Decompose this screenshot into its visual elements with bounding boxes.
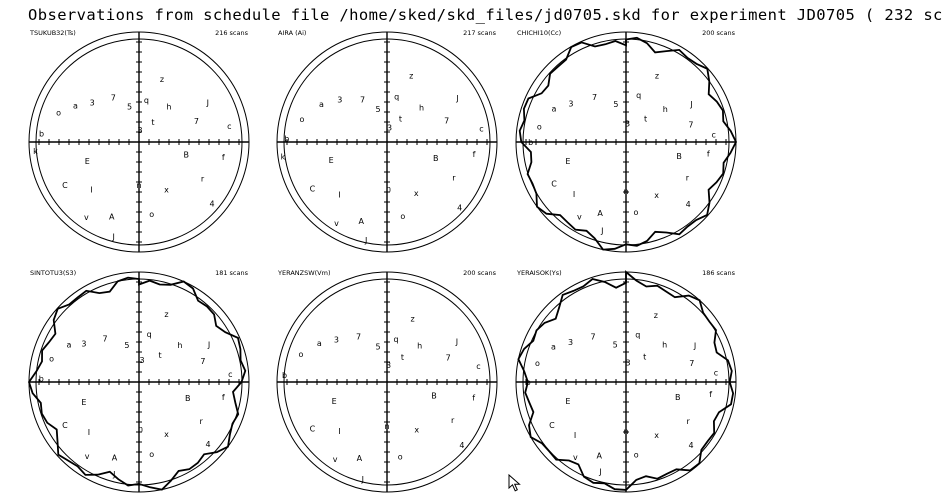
skyplot-5 (277, 269, 497, 492)
observation-point: 3 (625, 358, 631, 368)
mouse-pointer-icon (508, 474, 522, 492)
observation-point: r (686, 416, 690, 426)
observation-point: c (711, 130, 716, 140)
observation-point: B (674, 392, 681, 402)
observation-point: t (398, 114, 402, 124)
station-label: YERANZSW(Vm) (278, 269, 331, 277)
observation-point: E (565, 396, 571, 406)
observation-point: 5 (124, 340, 130, 350)
observation-point: 4 (688, 440, 694, 450)
observation-point: 7 (193, 117, 199, 127)
observation-point: f (472, 150, 476, 160)
observation-point: z (409, 71, 414, 81)
scan-count: 200 scans (702, 29, 735, 37)
observation-point: 4 (205, 440, 211, 450)
observation-point: C (551, 179, 557, 189)
observation-point: J (112, 232, 115, 242)
observation-point: o (149, 210, 155, 220)
observation-point: z (164, 310, 169, 319)
observation-point: r (199, 416, 203, 426)
observation-point: a (316, 338, 322, 348)
observation-point: B (183, 150, 189, 160)
observation-point: J (361, 475, 364, 485)
station-label: TSUKUB32(Ts) (30, 29, 76, 37)
observation-point: q (394, 92, 400, 102)
observation-point: c (713, 368, 719, 378)
observation-point: 5 (613, 100, 619, 110)
observation-point: 4 (209, 199, 215, 209)
observation-point: 7 (445, 353, 451, 363)
observation-point: B (431, 391, 437, 401)
observation-point: A (109, 212, 115, 222)
observation-point: z (410, 314, 415, 324)
observation-point: E (84, 156, 90, 166)
observation-point: c (476, 361, 481, 371)
observation-point: o (397, 452, 403, 462)
observation-point: a (318, 100, 324, 110)
observation-point: t (400, 353, 405, 363)
observation-point: 5 (375, 342, 381, 352)
observation-point: h (662, 340, 668, 350)
observation-point: 3 (337, 95, 343, 105)
observation-point: 3 (568, 99, 574, 109)
observation-point: b (284, 134, 290, 144)
observation-point: J (456, 94, 459, 103)
observation-point: I (573, 430, 577, 440)
observation-point: x (164, 185, 169, 195)
observation-point: 5 (126, 102, 133, 112)
observation-point: A (597, 209, 603, 219)
observation-point: h (417, 341, 423, 351)
observation-point: J (693, 341, 697, 351)
observation-point: 3 (333, 335, 339, 345)
observation-point: r (200, 174, 205, 184)
scan-count: 181 scans (215, 269, 248, 277)
observation-point: I (338, 427, 341, 437)
observation-point: h (177, 341, 183, 351)
observation-point: I (90, 185, 93, 195)
observation-point: E (331, 397, 337, 407)
page-title: Observations from schedule file /home/sked/skd_files/jd0705.skd for experiment JD0705 ( 232 sc (28, 6, 943, 24)
observation-point: C (309, 184, 316, 194)
observation-point: 7 (444, 116, 450, 126)
observation-point: B (676, 152, 682, 162)
observation-point: J (206, 98, 209, 108)
observation-point: a (73, 101, 78, 111)
observation-point: f (706, 149, 710, 159)
observation-point: 3 (385, 361, 392, 370)
observation-point: 7 (360, 95, 366, 105)
horizon-mask (29, 278, 245, 490)
observation-point: 7 (689, 359, 695, 369)
observation-point: 7 (688, 120, 694, 130)
observation-point: z (654, 71, 660, 81)
observation-point: o (149, 450, 155, 460)
observation-point: A (596, 451, 602, 461)
observation-point: 3 (625, 119, 631, 129)
observation-point: 3 (139, 356, 145, 366)
observation-point: 7 (110, 93, 116, 103)
observation-point: 7 (355, 332, 362, 342)
observation-point: v (573, 453, 578, 462)
observation-point: 3 (89, 98, 95, 108)
skyplot-2 (277, 29, 497, 252)
observation-point: o (400, 212, 406, 222)
observation-point: E (565, 156, 571, 166)
observation-point: J (455, 337, 459, 347)
observation-point: A (358, 217, 365, 226)
observation-point: b (39, 129, 45, 139)
skyplot-3 (516, 29, 736, 252)
observation-point: B (433, 153, 439, 163)
observation-point: 3 (137, 125, 143, 135)
observation-point: A (356, 453, 363, 463)
observation-point: q (635, 330, 641, 340)
observation-point: J (601, 226, 604, 236)
observation-point: 4 (457, 203, 463, 213)
observation-point: x (654, 430, 659, 440)
observation-point: x (414, 425, 420, 435)
observation-point: z (159, 74, 165, 84)
observation-point: b (525, 378, 531, 387)
observation-point: q (143, 95, 149, 105)
observation-point: v (334, 218, 339, 228)
observation-point: 7 (102, 334, 108, 344)
observation-point: 7 (590, 332, 596, 342)
observation-point: o (56, 108, 62, 118)
observation-point: v (577, 212, 582, 222)
observation-point: h (662, 105, 668, 114)
observation-point: t (643, 352, 647, 362)
observation-point: f (221, 152, 225, 162)
observation-point: C (62, 180, 68, 190)
observation-point: 3 (386, 123, 393, 133)
observation-point: f (221, 392, 225, 402)
observation-point: I (338, 190, 341, 200)
observation-point: z (653, 311, 658, 320)
observation-point: C (309, 424, 316, 434)
observation-point: r (452, 173, 456, 183)
observation-point: E (81, 398, 87, 408)
observation-point: q (636, 90, 642, 100)
observation-point: 3 (568, 337, 574, 347)
observation-point: n (623, 426, 629, 436)
observation-point: 7 (200, 357, 206, 367)
observation-point: n (138, 424, 144, 434)
observation-point: J (599, 467, 602, 477)
observation-point: o (633, 208, 639, 218)
skyplot-6 (516, 269, 736, 492)
observation-point: t (151, 118, 155, 127)
observation-point: n (384, 422, 390, 431)
scan-count: 186 scans (702, 269, 735, 277)
observation-point: h (166, 102, 172, 112)
observation-point: x (164, 429, 169, 439)
station-label: SINTOTU3(S3) (30, 269, 77, 277)
observation-point: 5 (612, 340, 618, 350)
observation-point: x (413, 188, 419, 198)
station-label: CHICHI10(Cc) (517, 29, 562, 37)
observation-point: B (185, 393, 191, 403)
observation-point: r (450, 415, 455, 425)
station-label: AIRA (Ai) (278, 29, 307, 37)
observation-point: I (87, 428, 91, 438)
observation-point: 7 (591, 92, 598, 102)
scan-count: 217 scans (463, 29, 496, 37)
observation-point: I (572, 189, 576, 199)
observation-point: J (690, 100, 693, 110)
observation-point: a (551, 104, 557, 114)
scan-count: 216 scans (215, 29, 248, 37)
observation-point: t (644, 114, 648, 124)
observation-point: o (49, 354, 55, 364)
observation-point: 3 (81, 339, 87, 349)
observation-point: r (685, 173, 690, 183)
observation-point: A (111, 453, 118, 463)
observation-point: C (62, 420, 68, 430)
observation-point: c (227, 122, 232, 132)
observation-point: 4 (685, 200, 691, 210)
observation-point: b (38, 374, 44, 384)
observation-point: v (84, 452, 90, 462)
scan-count: 200 scans (463, 269, 496, 277)
observation-point: k (280, 152, 286, 162)
observation-point: J (113, 470, 116, 480)
observation-point: J (207, 340, 211, 350)
observation-point: q (146, 330, 152, 340)
observation-point: o (298, 350, 304, 360)
observation-point: f (709, 389, 713, 399)
observation-point: x (654, 190, 659, 200)
observation-point: b (282, 370, 288, 380)
observation-point: c (228, 370, 233, 379)
observation-point: 4 (459, 440, 465, 450)
observation-point: n (386, 184, 392, 194)
observation-point: q (393, 335, 399, 344)
station-label: YERAISOK(Ys) (517, 269, 562, 277)
observation-point: o (633, 450, 639, 460)
observation-point: C (549, 420, 555, 430)
observation-point: J (365, 236, 368, 245)
observation-point: v (332, 455, 338, 464)
observation-point: b (528, 138, 534, 147)
observation-point: f (472, 393, 476, 403)
observation-point: c (479, 124, 484, 134)
observation-point: 5 (375, 104, 381, 114)
observation-point: o (535, 359, 540, 369)
observation-point: n (136, 180, 142, 190)
observation-point: h (419, 103, 425, 113)
skyplot-1 (29, 29, 249, 252)
skyplot-4 (29, 269, 249, 492)
observation-point: t (158, 351, 162, 360)
observation-point: n (623, 186, 629, 196)
observation-point: E (328, 156, 334, 166)
observation-point: a (66, 340, 72, 350)
observation-point: k (33, 147, 38, 157)
observation-point: a (551, 342, 556, 352)
observation-point: o (299, 115, 305, 125)
observation-point: o (536, 122, 542, 132)
observation-point: v (84, 213, 89, 223)
